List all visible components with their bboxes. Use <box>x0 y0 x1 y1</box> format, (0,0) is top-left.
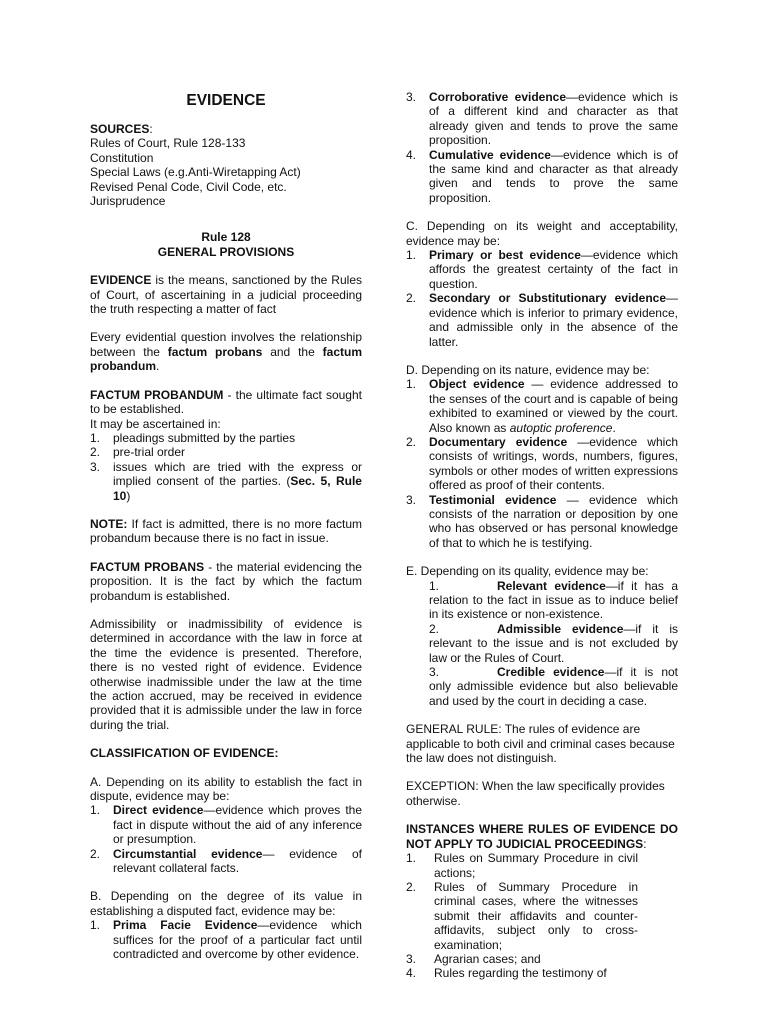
section-a-intro: A. Depending on its ability to establish the fact in dispute, evidence may be: <box>90 774 362 804</box>
general-rule: GENERAL RULE: The rules of evidence are applicable to both civil and criminal cases because the law does not distinguish. <box>406 722 675 766</box>
sources-item: Revised Penal Code, Civil Code, etc. <box>90 179 287 194</box>
list-item: 2. pre-trial order <box>90 445 186 460</box>
list-item: 1. Direct evidence—evidence which proves the fact in dispute without the aid of any inference or presumption. <box>90 803 362 847</box>
list-item: 1. Relevant evidence—if it has a relation to the fact in issue as to induce belief in its existence or non-existence. <box>429 578 678 622</box>
section-b-continued-list <box>406 90 678 205</box>
right-column <box>406 90 678 981</box>
exception: EXCEPTION: When the law specifically provides otherwise. <box>406 779 665 808</box>
section-c-intro: C. Depending on its weight and acceptability, evidence may be: <box>406 219 678 248</box>
list-item: 1. Prima Facie Evidence—evidence which suffices for the proof of a particular fact until contradicted and overcome by other evidence. <box>90 918 362 962</box>
list-item: 2. Documentary evidence —evidence which consists of writings, words, numbers, figures, symbols or other modes of written expressions offered as proof of their contents. <box>406 434 678 493</box>
section-d-intro: D. Depending on its nature, evidence may be: <box>406 362 650 377</box>
list-item: 1. pleadings submitted by the parties <box>90 430 296 445</box>
section-d-list <box>406 377 678 550</box>
factum-probandum-list <box>90 431 362 503</box>
classification-heading: CLASSIFICATION OF EVIDENCE: <box>90 746 279 761</box>
sources-label: SOURCES <box>90 122 150 136</box>
list-item: 4. Rules regarding the testimony of <box>406 966 607 981</box>
list-item: 3. Testimonial evidence — evidence which consists of the narration or deposition by one who has observed or has personal knowledge of that to which he is testifying. <box>406 492 678 550</box>
factum-probandum-definition: FACTUM PROBANDUM - the ultimate fact sought to be established. <box>90 387 362 417</box>
list-item: 3. Agrarian cases; and <box>406 951 541 966</box>
section-a-list <box>90 803 362 875</box>
instances-heading: INSTANCES WHERE RULES OF EVIDENCE DO NOT APPLY TO JUDICIAL PROCEEDINGS: <box>406 822 678 851</box>
list-item: 4. Cumulative evidence—evidence which is of the same kind and character as that already given and tends to prove the same proposition. <box>406 147 678 205</box>
list-item: 1. Object evidence — evidence addressed to the senses of the court and is capable of being exhibited to examined or viewed by the court. Also known as autoptic proference. <box>406 377 678 435</box>
sources-item: Special Laws (e.g.Anti-Wiretapping Act) <box>90 165 301 180</box>
sources-item: Rules of Court, Rule 128-133 <box>90 136 246 151</box>
factum-probans-definition: FACTUM PROBANS - the material evidencing the proposition. It is the fact by which the factum probandum is established. <box>90 559 362 603</box>
document-title: EVIDENCE <box>186 92 266 109</box>
section-e-intro: E. Depending on its quality, evidence may be: <box>406 564 649 579</box>
list-item: 2. Circumstantial evidence— evidence of relevant collateral facts. <box>90 846 362 876</box>
evidential-question-paragraph: Every evidential question involves the relationship between the factum probans and the factum probandum. <box>90 330 362 374</box>
section-b-intro: B. Depending on the degree of its value in establishing a disputed fact, evidence may be: <box>90 889 362 918</box>
list-item: 3. Corroborative evidence—evidence which is of a different kind and character as that already given and tends to prove the same proposition. <box>406 90 678 148</box>
list-item: 3. issues which are tried with the express or implied consent of the parties. (Sec. 5, Rule 10) <box>90 459 362 503</box>
factum-probandum-line2: It may be ascertained in: <box>90 416 221 431</box>
rule-number: Rule 128 <box>201 230 251 245</box>
list-item: 2. Admissible evidence—if it is relevant to the issue and is not excluded by law or the Rules of Court. <box>429 621 679 665</box>
sources-item: Constitution <box>90 150 154 165</box>
admissibility-paragraph: Admissibility or inadmissibility of evidence is determined in accordance with the law in force at the time the evidence is presented. Therefore, there is no vested right of evidence. Evidence otherwise inadmissible under the law at the time the action accrued, may be received in evidence provided that it is admissible under the law in force during the trial. <box>90 616 362 732</box>
list-item: 1. Primary or best evidence—evidence which affords the greatest certainty of the fact in question. <box>406 248 678 291</box>
section-b-list <box>90 918 362 961</box>
sources-item: Jurisprudence <box>90 194 166 209</box>
list-item: 2. Secondary or Substitutionary evidence— evidence which is inferior to primary evidence, and admissible only in the absence of the latter. <box>406 291 678 349</box>
section-e-list <box>406 579 678 709</box>
list-item: 3. Credible evidence—if it is not only admissible evidence but also believable and used by the court in deciding a case. <box>429 665 678 708</box>
left-column <box>90 90 362 962</box>
evidence-definition: EVIDENCE is the means, sanctioned by the Rules of Court, of ascertaining in a judicial proceeding the truth respecting a matter of fact <box>90 273 362 317</box>
section-c-list <box>406 248 678 349</box>
list-item: 2. Rules of Summary Procedure in criminal cases, where the witnesses submit their affidavits and counter-affidavits, subject only to cross-examination; <box>406 879 638 952</box>
note-paragraph: NOTE: If fact is admitted, there is no more factum probandum because there is no fact in issue. <box>90 516 362 546</box>
list-item: 1. Rules on Summary Procedure in civil actions; <box>406 851 638 880</box>
instances-list <box>406 851 678 981</box>
rule-heading: GENERAL PROVISIONS <box>157 244 295 259</box>
sources-block: SOURCES: Rules of Court, Rule 128-133 Constitution Special Laws (e.g.Anti-Wiretapping Act) Revised Penal Code, Civil Code, etc. Jurisprudence <box>90 122 362 208</box>
